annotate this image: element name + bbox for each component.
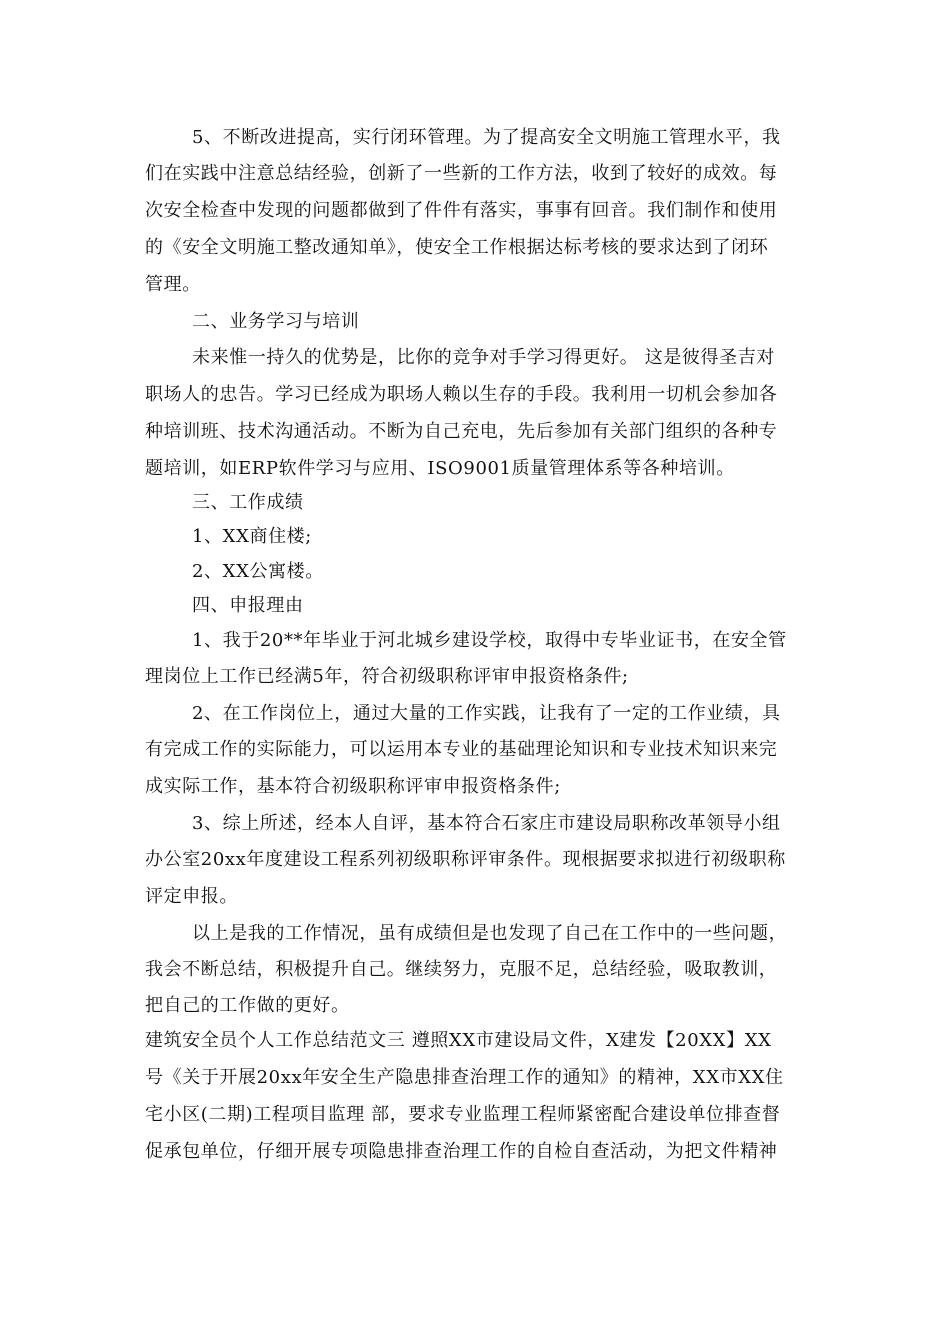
text-line: 号《关于开展20xx年安全生产隐患排查治理工作的通知》的精神，XX市XX住 (145, 1067, 784, 1088)
text-line: 评定申报。 (145, 886, 238, 907)
text-line: 2、在工作岗位上，通过大量的工作实践，让我有了一定的工作业绩，具 (192, 703, 781, 724)
section-heading: 三、工作成绩 (192, 492, 304, 513)
text-line: 3、综上所述，经本人自评，基本符合石家庄市建设局职称改革领导小组 (192, 813, 781, 834)
text-line: 有完成工作的实际能力，可以运用本专业的基础理论知识和专业技术知识来完 (145, 739, 778, 760)
text-line: 未来惟一持久的优势是，比你的竞争对手学习得更好。 这是彼得圣吉对 (192, 347, 775, 368)
text-line: 理岗位上工作已经满5年，符合初级职称评审申报资格条件; (145, 666, 629, 687)
text-line: 建筑安全员个人工作总结范文三 遵照XX市建设局文件，X建发【20XX】XX (145, 1030, 772, 1051)
text-line: 1、我于20**年毕业于河北城乡建设学校，取得中专毕业证书，在安全管 (192, 630, 787, 651)
text-line: 题培训，如ERP软件学习与应用、ISO9001质量管理体系等各种培训。 (145, 458, 735, 479)
text-line: 5、不断改进提高，实行闭环管理。为了提高安全文明施工管理水平，我 (192, 127, 781, 148)
text-line: 种培训班、技术沟通活动。不断为自己充电，先后参加有关部门组织的各种专 (145, 421, 778, 442)
text-line: 以上是我的工作情况，虽有成绩但是也发现了自己在工作中的一些问题， (192, 923, 788, 944)
list-item: 1、XX商住楼; (192, 526, 312, 547)
text-line: 促承包单位，仔细开展专项隐患排查治理工作的自检自查活动，为把文件精神 (145, 1141, 778, 1162)
list-item: 2、XX公寓楼。 (192, 561, 324, 582)
text-line: 们在实践中注意总结经验，创新了一些新的工作方法，收到了较好的成效。每 (145, 163, 778, 184)
text-line: 把自己的工作做的更好。 (145, 995, 350, 1016)
text-line: 成实际工作，基本符合初级职称评审申报资格条件; (145, 776, 561, 797)
text-line: 管理。 (145, 274, 201, 295)
section-heading: 二、业务学习与培训 (192, 311, 360, 332)
text-line: 宅小区(二期)工程项目监理 部，要求专业监理工程师紧密配合建设单位排查督 (145, 1104, 781, 1125)
text-line: 我会不断总结，积极提升自己。继续努力，克服不足，总结经验，吸取教训， (145, 959, 778, 980)
section-heading: 四、申报理由 (192, 595, 304, 616)
text-line: 的《安全文明施工整改通知单》，使安全工作根据达标考核的要求达到了闭环 (145, 237, 769, 258)
text-line: 职场人的忠告。学习已经成为职场人赖以生存的手段。我利用一切机会参加各 (145, 384, 778, 405)
text-line: 次安全检查中发现的问题都做到了件件有落实，事事有回音。我们制作和使用 (145, 200, 778, 221)
text-line: 办公室20xx年度建设工程系列初级职称评审条件。现根据要求拟进行初级职称 (145, 849, 786, 870)
